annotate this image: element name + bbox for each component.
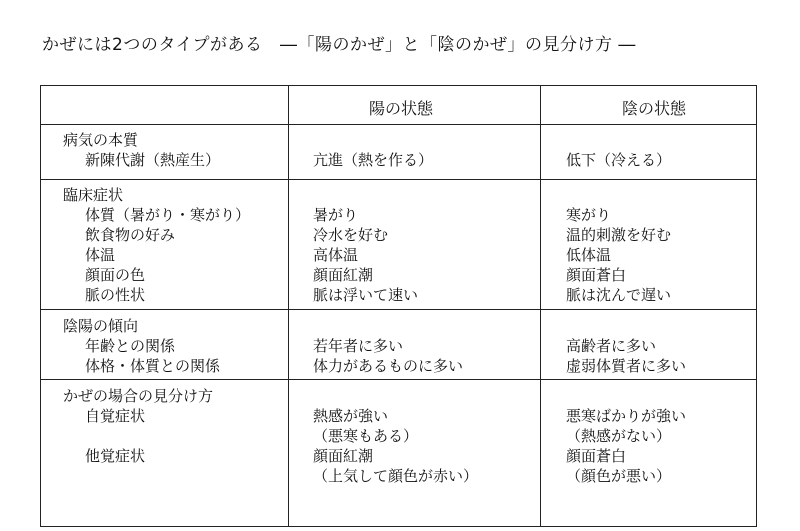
row-label: 体温	[85, 246, 116, 264]
column-header-yin: 陰の状態	[622, 99, 687, 118]
section-1-yin	[566, 150, 671, 170]
yang-value: 高体温	[313, 246, 359, 264]
section-4-labels	[63, 386, 213, 466]
yin-value: 寒がり	[566, 206, 612, 224]
row-divider	[41, 309, 756, 310]
comparison-table	[40, 85, 757, 527]
row-label: 他覚症状	[85, 447, 146, 465]
yin-value: 低体温	[566, 246, 612, 264]
yang-value: 顔面紅潮	[313, 266, 374, 284]
yin-value: （顔色が悪い）	[566, 467, 672, 485]
row-label: 体質（暑がり・寒がり）	[85, 206, 251, 224]
section-2-labels	[63, 185, 250, 305]
yang-value: 脈は浮いて速い	[313, 286, 419, 304]
row-label: 年齢との関係	[85, 337, 176, 355]
section-3-yin	[566, 336, 686, 376]
row-label: 新陳代謝（熱産生）	[85, 151, 221, 169]
yin-value: 虚弱体質者に多い	[566, 357, 687, 375]
yang-value: （悪寒もある）	[313, 427, 419, 445]
column-divider	[288, 86, 289, 526]
yin-value: 悪寒ばかりが強い	[566, 407, 687, 425]
section-heading: 陰陽の傾向	[63, 317, 139, 335]
column-header-yang: 陽の状態	[369, 99, 434, 118]
section-heading: 病気の本質	[63, 131, 139, 149]
row-label: 自覚症状	[85, 407, 146, 425]
yang-value: 熱感が強い	[313, 407, 389, 425]
yang-value: 若年者に多い	[313, 337, 404, 355]
page-title: かぜには2つのタイプがある ―「陽のかぜ」と「陰のかぜ」の見分け方 ―	[42, 35, 636, 55]
row-label: 脈の性状	[85, 286, 146, 304]
yin-value: 顔面蒼白	[566, 447, 627, 465]
section-4-yin	[566, 406, 686, 486]
yin-value: 高齢者に多い	[566, 337, 657, 355]
yin-value: （熱感がない）	[566, 427, 672, 445]
row-label: 体格・体質との関係	[85, 357, 221, 375]
section-2-yin	[566, 205, 671, 305]
yin-value: 低下（冷える）	[566, 151, 672, 169]
section-3-yang	[313, 336, 463, 376]
section-heading: 臨床症状	[63, 186, 124, 204]
section-3-labels	[63, 316, 220, 376]
section-1-yang	[313, 150, 433, 170]
row-divider	[41, 179, 756, 180]
yang-value: 亢進（熱を作る）	[313, 151, 434, 169]
section-1-labels	[63, 130, 220, 170]
yang-value: （上気して顔色が赤い）	[313, 467, 479, 485]
yang-value: 顔面紅潮	[313, 447, 374, 465]
yin-value: 脈は沈んで遅い	[566, 286, 672, 304]
yang-value: 冷水を好む	[313, 226, 389, 244]
yang-value: 暑がり	[313, 206, 359, 224]
column-divider	[540, 86, 541, 526]
row-divider	[41, 379, 756, 380]
section-4-yang	[313, 406, 478, 486]
row-label: 飲食物の好み	[85, 226, 176, 244]
yin-value: 顔面蒼白	[566, 266, 627, 284]
section-heading: かぜの場合の見分け方	[63, 387, 214, 405]
section-2-yang	[313, 205, 418, 305]
yang-value: 体力があるものに多い	[313, 357, 464, 375]
yin-value: 温的刺激を好む	[566, 226, 672, 244]
row-label: 顔面の色	[85, 266, 146, 284]
row-divider	[41, 124, 756, 125]
